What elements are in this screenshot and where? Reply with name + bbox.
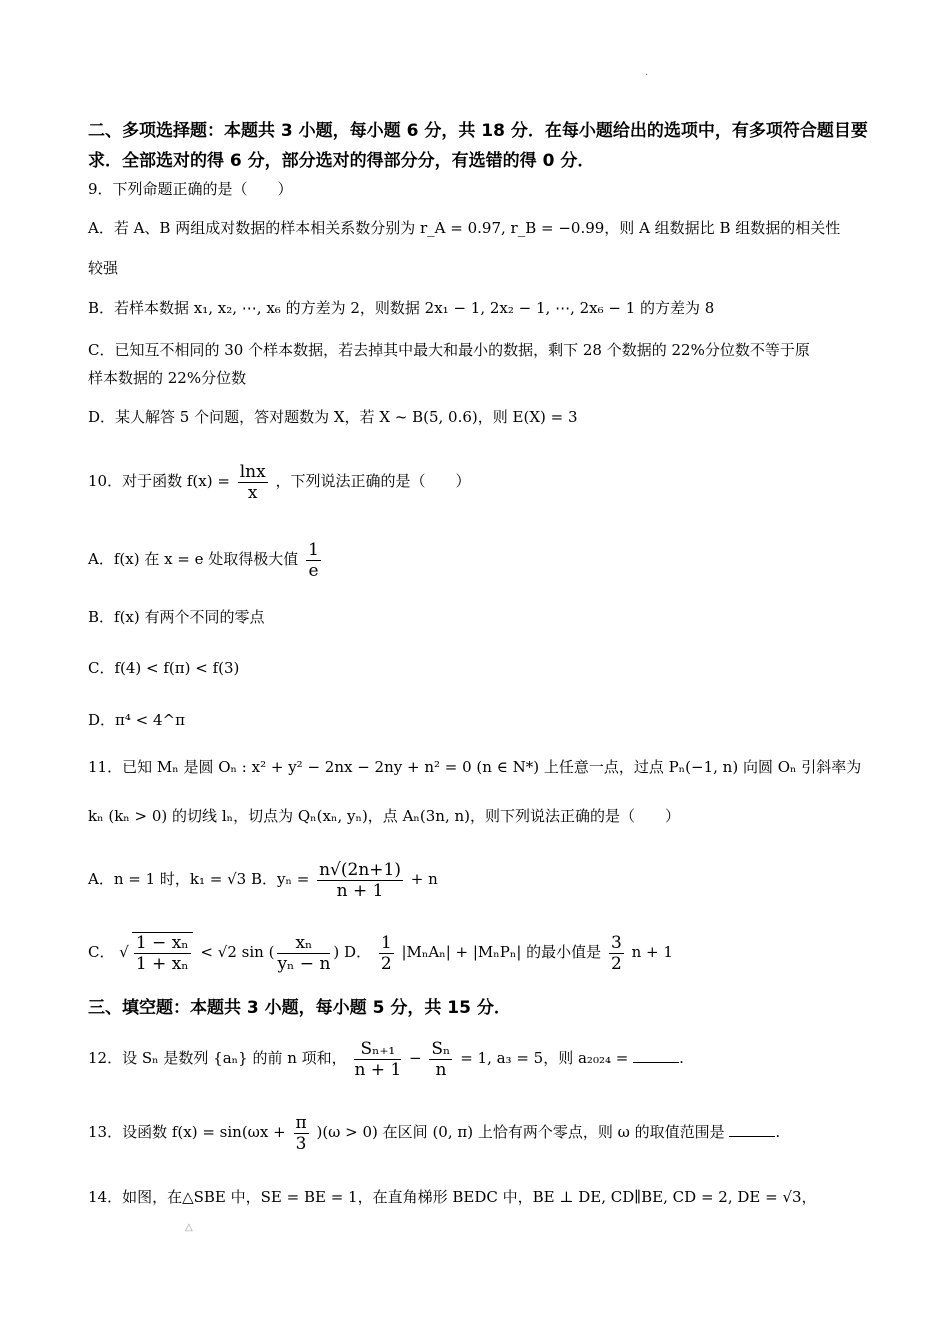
- q11-d-half-num: 1: [380, 932, 392, 953]
- figure-mark: △: [185, 1222, 193, 1233]
- q12-end: .: [679, 1049, 684, 1067]
- q11-d-val-num: 3: [610, 932, 622, 953]
- q10-option-d: D．π⁴ < 4^π: [88, 711, 185, 729]
- q11-c-sin-den: yₙ − n: [277, 953, 331, 974]
- q9-option-d: D．某人解答 5 个问题，答对题数为 X，若 X ~ B(5, 0.6)，则 E(X) = 3: [88, 408, 578, 426]
- q11-ab-fraction: [317, 860, 403, 901]
- q12-minus: −: [409, 1049, 422, 1067]
- q12-frac1: [354, 1039, 401, 1080]
- q13-pi-num: π: [295, 1112, 307, 1133]
- q10-stem-pre: 10．对于函数 f(x) =: [88, 472, 230, 490]
- q10-stem-post: ，下列说法正确的是（ ）: [275, 472, 471, 490]
- q9-option-b: B．若样本数据 x₁, x₂, ⋯, x₆ 的方差为 2，则数据 2x₁ − 1, 2x₂ − 1, ⋯, 2x₆ − 1 的方差为 8: [88, 299, 715, 317]
- q12-answer-blank[interactable]: [633, 1048, 679, 1063]
- q10-frac-den: x: [247, 482, 258, 503]
- q11-c-pre: C．: [88, 943, 115, 961]
- q9-option-a-cont: 较强: [88, 259, 119, 277]
- q9-option-c-cont: 样本数据的 22%分位数: [88, 369, 247, 387]
- q10-option-b: B．f(x) 有两个不同的零点: [88, 608, 265, 626]
- q10-a-fraction: [306, 540, 321, 581]
- q14-line1: 14．如图，在△SBE 中，SE = BE = 1，在直角梯形 BEDC 中，BE ⊥ DE, CD∥BE, CD = 2, DE = √3，: [88, 1188, 817, 1206]
- q11-c-rad-num: 1 − xₙ: [135, 933, 189, 953]
- q11-d-post: n + 1: [631, 943, 673, 961]
- q10-fraction: [238, 462, 268, 503]
- q11-d-half: [379, 933, 394, 974]
- q11-ab-den: n + 1: [336, 880, 384, 901]
- q12-f1-num: Sₙ₊₁: [354, 1039, 401, 1060]
- q13-pre: 13．设函数 f(x) = sin(ωx +: [88, 1123, 286, 1141]
- q11-option-cd: [88, 930, 878, 974]
- q9-option-c: C．已知互不相同的 30 个样本数据，若去掉其中最大和最小的数据，剩下 28 个数据的 22%分位数不等于原: [88, 341, 810, 359]
- q11-d-mid: |MₙAₙ| + |MₙPₙ| 的最小值是: [401, 943, 602, 961]
- q13-post: )(ω > 0) 在区间 (0, π) 上恰有两个零点，则 ω 的取值范围是: [316, 1123, 725, 1141]
- q10-option-c: C．f(4) < f(π) < f(3): [88, 659, 240, 677]
- q12-f1-den: n + 1: [354, 1059, 402, 1080]
- section-fill-blank-heading: 三、填空题：本题共 3 小题，每小题 5 分，共 15 分．: [88, 998, 511, 1018]
- q13-pi-den: 3: [295, 1133, 307, 1154]
- q11-c-paren-close: ): [333, 943, 340, 961]
- q11-c-mid: < √2 sin: [200, 943, 264, 961]
- q11-line2: kₙ (kₙ > 0) 的切线 lₙ，切点为 Qₙ(xₙ, yₙ)，点 Aₙ(3n, n)，则下列说法正确的是（ ）: [88, 807, 681, 825]
- q11-d-pre: D．: [344, 943, 372, 961]
- q13: [88, 1110, 878, 1154]
- q10-a-num: 1: [308, 539, 319, 560]
- q11-c-rad-den: 1 + xₙ: [135, 954, 189, 974]
- q9-stem: 9．下列命题正确的是（ ）: [88, 180, 293, 198]
- q11-option-ab: [88, 858, 878, 901]
- q11-c-paren-open: (: [268, 943, 275, 961]
- q9-option-a: A．若 A、B 两组成对数据的样本相关系数分别为 r_A = 0.97, r_B = −0.99，则 A 组数据比 B 组数据的相关性: [88, 219, 841, 237]
- section-multi-choice-heading: 二、多项选择题：本题共 3 小题，每小题 6 分，共 18 分．在每小题给出的选项中，有多项符合题目要求．全部选对的得 6 分，部分选对的得部分分，有选错的得 0 分．: [88, 121, 868, 171]
- q10-a-pre: A．f(x) 在 x = e 处取得极大值: [88, 550, 299, 568]
- q11-d-value: [609, 933, 624, 974]
- q11-ab-num: n√(2n+1): [319, 859, 401, 880]
- q11-c-sqrt-sign: √: [119, 943, 129, 961]
- q12-frac2: [429, 1039, 452, 1080]
- q10-stem: [88, 460, 878, 503]
- scan-dot: ·: [645, 70, 649, 81]
- q13-answer-blank[interactable]: [729, 1122, 775, 1137]
- q11-ab-pre: A．n = 1 时，k₁ = √3 B．yₙ =: [88, 870, 310, 888]
- q13-pi-fraction: [294, 1113, 309, 1154]
- q12-post: = 1, a₃ = 5，则 a₂₀₂₄ =: [460, 1049, 629, 1067]
- q10-option-a: [88, 538, 878, 581]
- q10-a-den: e: [308, 560, 319, 581]
- q10-frac-num: lnx: [239, 461, 266, 482]
- q12: [88, 1036, 878, 1080]
- q11-ab-post: + n: [410, 870, 438, 888]
- q11-d-half-den: 2: [380, 953, 392, 974]
- q12-pre: 12．设 Sₙ 是数列 {aₙ} 的前 n 项和，: [88, 1049, 347, 1067]
- q12-f2-den: n: [435, 1059, 447, 1080]
- q11-c-radical: [132, 932, 193, 974]
- q11-c-sin-num: xₙ: [277, 933, 330, 954]
- q13-end: .: [775, 1123, 781, 1141]
- q11-d-val-den: 2: [610, 953, 622, 974]
- q12-f2-num: Sₙ: [431, 1038, 451, 1059]
- q11-c-sin-fraction: [277, 933, 330, 974]
- q11-line1: 11．已知 Mₙ 是圆 Oₙ : x² + y² − 2nx − 2ny + n² = 0 (n ∈ N*) 上任意一点，过点 Pₙ(−1, n) 向圆 Oₙ 引斜率为: [88, 758, 862, 776]
